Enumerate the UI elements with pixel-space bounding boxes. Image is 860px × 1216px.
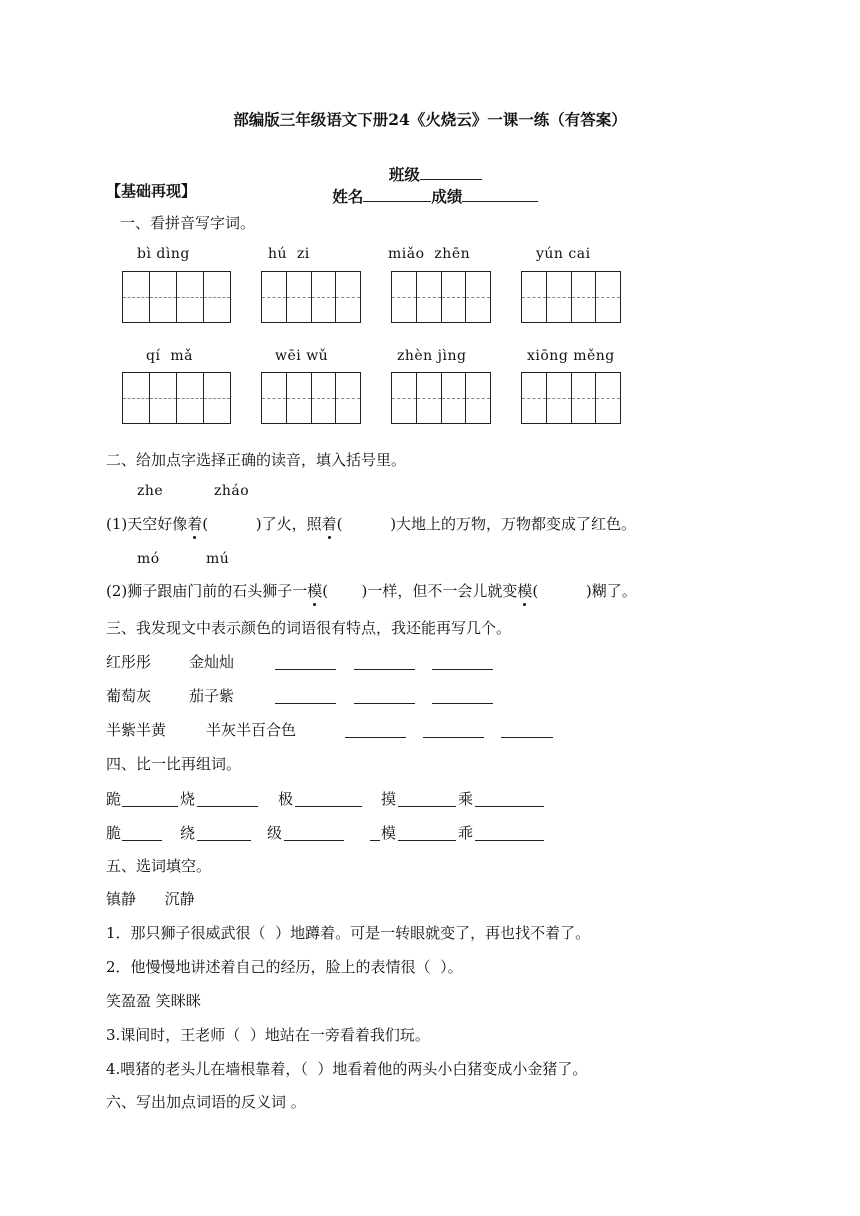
color-word: 金灿灿 (189, 653, 235, 671)
tianzige-grid[interactable] (122, 271, 231, 323)
tianzige-grid[interactable] (391, 271, 491, 323)
compare-char: 跪 (106, 790, 122, 808)
color-word: 半紫半黄 (106, 721, 167, 739)
answer-blank[interactable] (354, 655, 415, 670)
compare-char: 乘 (458, 790, 474, 808)
pinyin-label: qí mǎ (146, 348, 193, 364)
compare-char: 脆 (106, 824, 122, 842)
q5-heading: 五、选词填空。 (106, 857, 212, 875)
answer-blank[interactable] (295, 792, 362, 807)
pinyin-label: hú zi (268, 246, 310, 262)
answer-blank[interactable] (432, 655, 493, 670)
q5-sentence: 3.课间时，王老师（ ）地站在一旁看着我们玩。 (106, 1026, 430, 1044)
compare-char: 乖 (458, 824, 474, 842)
pinyin-label: xiōng měng (527, 348, 615, 364)
answer-blank[interactable] (432, 689, 493, 704)
pinyin-label: bì dìng (137, 246, 190, 262)
word-choices: 镇静 沉静 (106, 890, 195, 908)
q5-sentence: 4.喂猪的老头儿在墙根靠着，（ ）地看着他的两头小白猪变成小金猪了。 (106, 1060, 588, 1078)
class-label: 班级 (388, 165, 420, 184)
name-label: 姓名 (332, 187, 364, 206)
compare-char: 极 (278, 790, 294, 808)
name-blank[interactable] (363, 187, 431, 202)
reading-option: mó (137, 551, 160, 567)
word-choices: 笑盈盈 笑眯眯 (106, 992, 201, 1010)
class-blank[interactable] (420, 165, 482, 180)
answer-blank[interactable] (122, 826, 162, 841)
page-title: 部编版三年级语文下册24《火烧云》一课一练（有答案） (233, 110, 627, 129)
q2-heading: 二、给加点字选择正确的读音，填入括号里。 (106, 451, 407, 469)
answer-blank[interactable] (475, 826, 544, 841)
tianzige-grid[interactable] (261, 271, 361, 323)
answer-blank[interactable] (275, 655, 336, 670)
reading-option: zhe (137, 483, 164, 499)
pinyin-label: miǎo zhēn (388, 246, 471, 262)
tianzige-grid[interactable] (122, 372, 231, 424)
tianzige-grid[interactable] (521, 271, 621, 323)
pinyin-label: zhèn jìng (397, 348, 467, 364)
compare-char: 级 (267, 824, 283, 842)
answer-blank[interactable] (197, 826, 251, 841)
answer-blank[interactable] (475, 792, 544, 807)
q1-heading: 一、看拼音写字词。 (120, 214, 256, 232)
answer-blank[interactable] (398, 826, 456, 841)
q6-heading: 六、写出加点词语的反义词 。 (106, 1093, 306, 1111)
pinyin-label: wēi wǔ (275, 348, 329, 364)
q2-sentence-1: (1)天空好像着( )了火，照着( )大地上的万物，万物都变成了红色。 (106, 515, 637, 533)
dotted-char: 着 (187, 515, 203, 533)
compare-char: 模 (381, 824, 397, 842)
color-word: 茄子紫 (189, 687, 235, 705)
compare-char: 绕 (180, 824, 196, 842)
reading-option: zháo (214, 483, 250, 499)
tianzige-grid[interactable] (521, 372, 621, 424)
answer-blank[interactable] (197, 792, 258, 807)
pinyin-label: yún cai (536, 246, 591, 262)
answer-blank[interactable] (345, 723, 406, 738)
q2-sentence-2: (2)狮子跟庙门前的石头狮子一模( )一样，但不一会儿就变模( )糊了。 (106, 582, 637, 600)
tianzige-grid[interactable] (391, 372, 491, 424)
color-word: 葡萄灰 (106, 687, 152, 705)
score-label: 成绩 (431, 187, 463, 206)
q5-sentence: 2．他慢慢地讲述着自己的经历，脸上的表情很（ ）。 (106, 958, 463, 976)
compare-char: 烧 (180, 790, 196, 808)
dotted-char: 着 (321, 515, 337, 533)
dotted-char: 模 (307, 582, 323, 600)
answer-blank[interactable] (275, 689, 336, 704)
score-blank[interactable] (462, 187, 538, 202)
color-word: 红彤彤 (106, 653, 152, 671)
answer-blank[interactable] (423, 723, 484, 738)
q3-heading: 三、我发现文中表示颜色的词语很有特点，我还能再写几个。 (106, 619, 512, 637)
compare-char: 摸 (381, 790, 397, 808)
answer-blank[interactable] (284, 826, 344, 841)
q5-sentence: 1．那只狮子很威武很（ ）地蹲着。可是一转眼就变了，再也找不着了。 (106, 924, 591, 942)
dotted-char: 模 (517, 582, 533, 600)
reading-option: mú (206, 551, 230, 567)
answer-blank[interactable] (122, 792, 178, 807)
color-word: 半灰半百合色 (206, 721, 297, 739)
answer-blank[interactable] (398, 792, 456, 807)
q4-heading: 四、比一比再组词。 (106, 755, 242, 773)
tianzige-grid[interactable] (261, 372, 361, 424)
answer-blank[interactable] (501, 723, 553, 738)
answer-blank[interactable] (370, 826, 380, 841)
answer-blank[interactable] (354, 689, 415, 704)
section-basic-heading: 【基础再现】 (106, 182, 197, 200)
